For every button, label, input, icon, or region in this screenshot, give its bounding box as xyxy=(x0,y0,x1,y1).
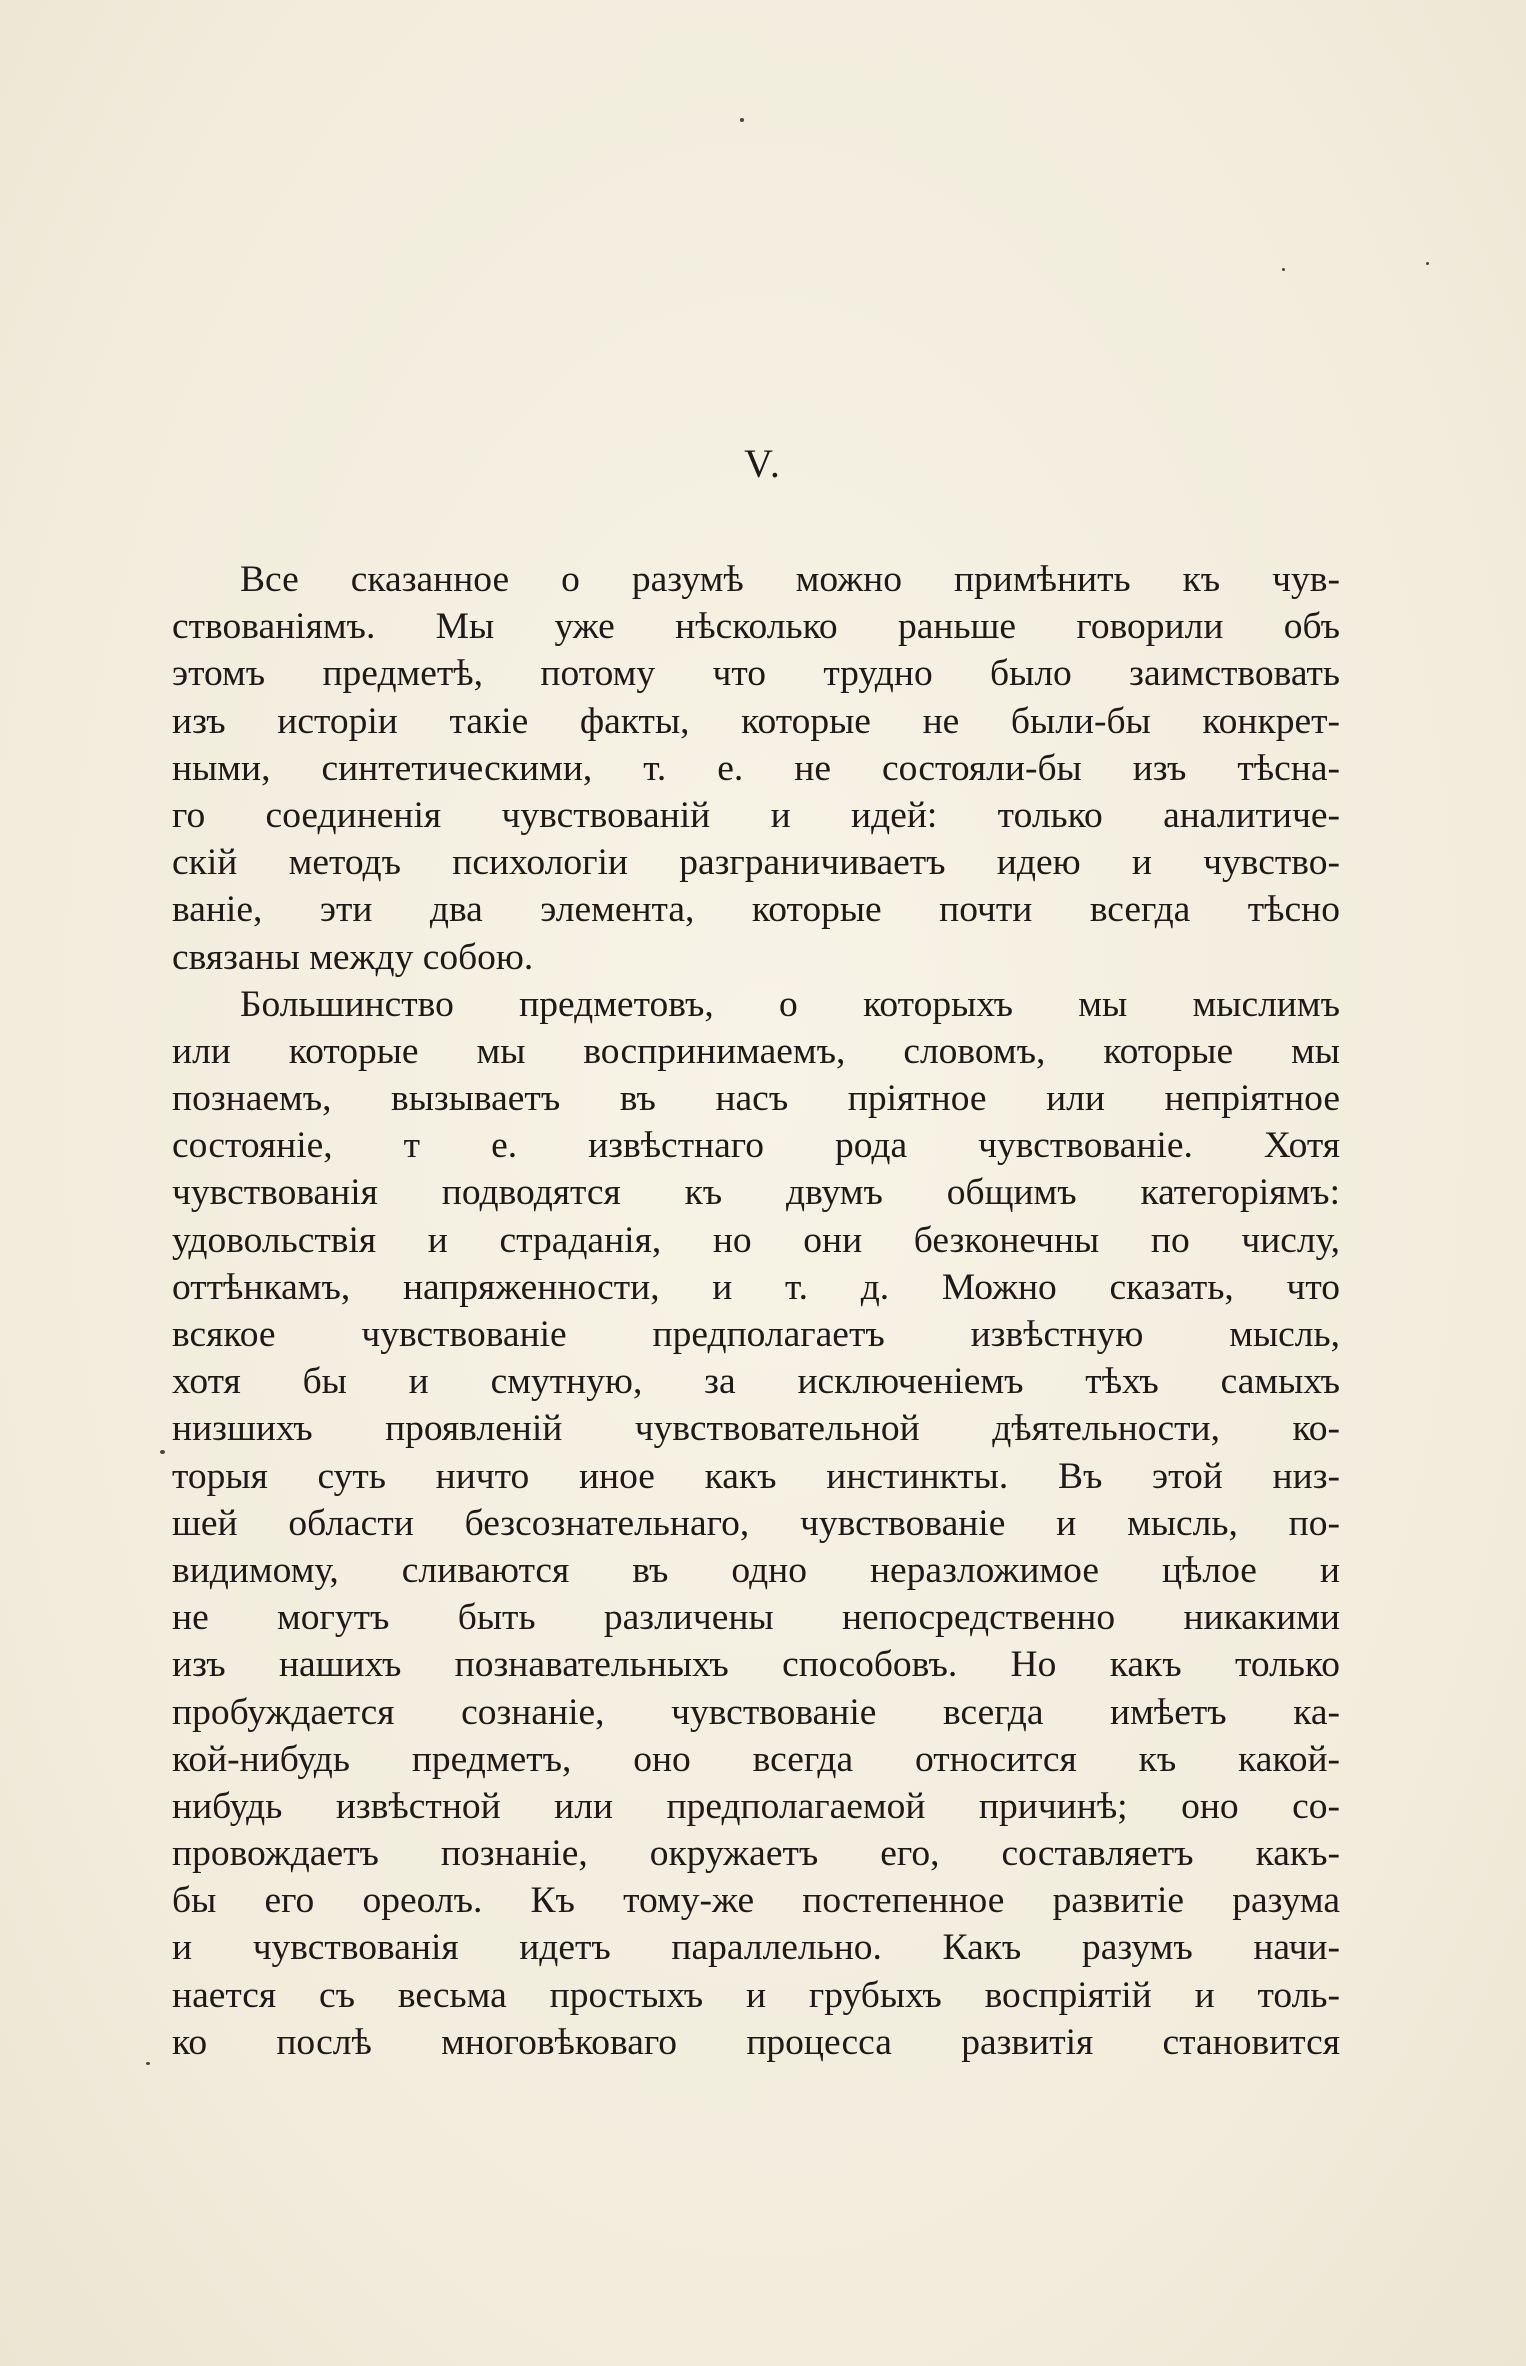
text-line: провождаетъ познаніе, окружаетъ его, составляетъ какъ- xyxy=(172,1833,1340,1875)
text-line: удовольствія и страданія, но они безконечны по числу, xyxy=(172,1219,1340,1261)
text-line: шей области безсознательнаго, чувствованіе и мысль, по- xyxy=(172,1502,1340,1544)
text-line: торыя суть ничто иное какъ инстинкты. Въ этой низ- xyxy=(172,1455,1340,1497)
text-line: низшихъ проявленій чувствовательной дѣятельности, ко- xyxy=(172,1408,1340,1450)
text-line: или которые мы воспринимаемъ, словомъ, которые мы xyxy=(172,1030,1340,1072)
text-line: скій методъ психологіи разграничиваетъ идею и чувство- xyxy=(172,842,1340,884)
paragraph-2 xyxy=(172,981,1340,2066)
paragraph-1 xyxy=(172,556,1340,981)
text-line: нается съ весьма простыхъ и грубыхъ воспріятій и толь- xyxy=(172,1974,1340,2016)
text-line: го соединенія чувствованій и идей: только аналитиче- xyxy=(172,794,1340,836)
ink-speck xyxy=(160,1450,165,1454)
text-line: ко послѣ многовѣковаго процесса развитія становится xyxy=(172,2021,1340,2063)
ink-speck xyxy=(740,118,744,122)
text-line: оттѣнкамъ, напряженности, и т. д. Можно сказать, что xyxy=(172,1266,1340,1308)
text-line: пробуждается сознаніе, чувствованіе всегда имѣетъ ка- xyxy=(172,1691,1340,1733)
text-line: Все сказанное о разумѣ можно примѣнить къ чув- xyxy=(240,559,1340,600)
chapter-numeral: V. xyxy=(744,441,782,486)
text-line: ными, синтетическими, т. е. не состояли-бы изъ тѣсна- xyxy=(172,747,1340,789)
text-line: всякое чувствованіе предполагаетъ извѣстную мысль, xyxy=(172,1314,1340,1355)
text-line: Большинство предметовъ, о которыхъ мы мыслимъ xyxy=(240,983,1340,1025)
text-line: состояніе, т е. извѣстнаго рода чувствованіе. Хотя xyxy=(172,1125,1340,1167)
text-line: хотя бы и смутную, за исключеніемъ тѣхъ самыхъ xyxy=(172,1361,1340,1403)
body-text xyxy=(172,556,1340,2066)
ink-speck xyxy=(1426,262,1429,265)
ink-speck xyxy=(1282,268,1285,271)
text-line: не могутъ быть различены непосредственно никакими xyxy=(172,1597,1340,1639)
text-line: связаны между собою. xyxy=(172,936,534,978)
text-line: ваніе, эти два элемента, которые почти всегда тѣсно xyxy=(172,889,1340,931)
text-line: изъ нашихъ познавательныхъ способовъ. Но какъ только xyxy=(172,1644,1340,1686)
text-line: нибудь извѣстной или предполагаемой причинѣ; оно со- xyxy=(172,1785,1340,1827)
text-line: изъ исторіи такіе факты, которые не были-бы конкрет- xyxy=(172,700,1340,742)
text-line: этомъ предметѣ, потому что трудно было заимствовать xyxy=(172,653,1340,695)
text-line: кой-нибудь предметъ, оно всегда относится къ какой- xyxy=(172,1738,1340,1780)
text-line: и чувствованія идетъ параллельно. Какъ разумъ начи- xyxy=(172,1927,1340,1969)
text-line: видимому, сливаются въ одно неразложимое цѣлое и xyxy=(172,1549,1340,1591)
ink-speck xyxy=(146,2062,150,2065)
text-line: познаемъ, вызываетъ въ насъ пріятное или непріятное xyxy=(172,1078,1340,1120)
text-line: чувствованія подводятся къ двумъ общимъ категоріямъ: xyxy=(172,1172,1340,1214)
text-line: бы его ореолъ. Къ тому-же постепенное развитіе разума xyxy=(172,1880,1340,1922)
text-line: ствованіямъ. Мы уже нѣсколько раньше говорили объ xyxy=(172,606,1340,648)
